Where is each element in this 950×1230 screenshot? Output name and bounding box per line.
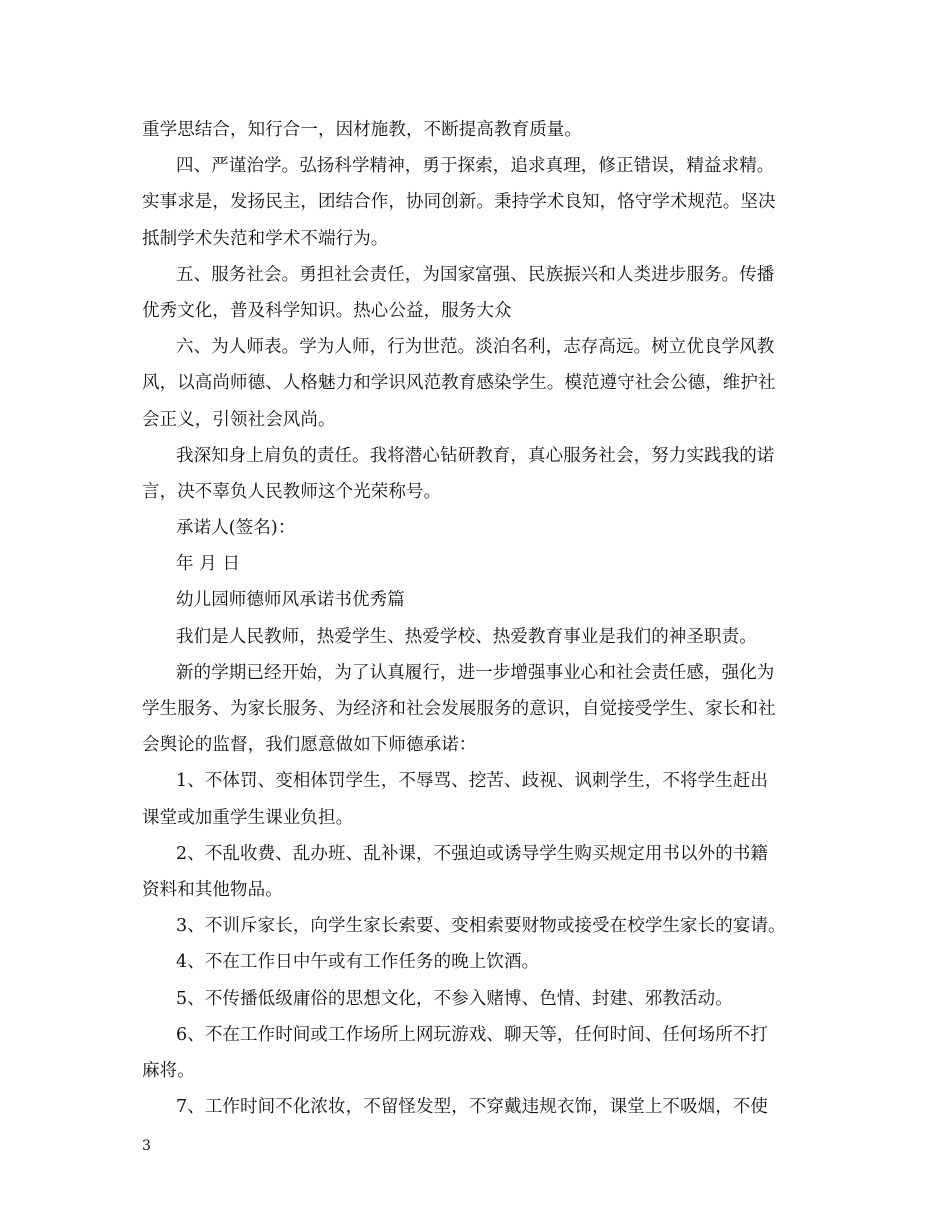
text-line: 优秀文化，普及科学知识。热心公益，服务大众 bbox=[142, 300, 512, 321]
text-line: 风，以高尚师德、人格魅力和学识风范教育感染学生。模范遵守社会公德，维护社 bbox=[142, 373, 776, 394]
text-line: 课堂或加重学生课业负担。 bbox=[142, 807, 354, 828]
text-line: 言，决不辜负人民教师这个光荣称号。 bbox=[142, 481, 442, 502]
text-line: 会舆论的监督，我们愿意做如下师德承诺： bbox=[142, 735, 477, 756]
text-line: 1、不体罚、变相体罚学生，不辱骂、挖苦、歧视、讽刺学生，不将学生赶出 bbox=[176, 771, 769, 792]
text-line: 五、服务社会。勇担社会责任，为国家富强、民族振兴和人类进步服务。传播 bbox=[176, 264, 775, 285]
text-line: 7、工作时间不化浓妆，不留怪发型，不穿戴违规衣饰，课堂上不吸烟，不使 bbox=[176, 1097, 769, 1118]
text-line: 实事求是，发扬民主，团结合作，协同创新。秉持学术良知，恪守学术规范。坚决 bbox=[142, 192, 776, 213]
text-line: 麻将。 bbox=[142, 1060, 195, 1081]
text-line: 会正义，引领社会风尚。 bbox=[142, 409, 336, 430]
text-line: 4、不在工作日中午或有工作任务的晚上饮酒。 bbox=[176, 952, 540, 973]
text-line: 年 月 日 bbox=[176, 554, 241, 575]
page-number: 3 bbox=[142, 1138, 151, 1154]
text-line: 6、不在工作时间或工作场所上网玩游戏、聊天等，任何时间、任何场所不打 bbox=[176, 1024, 769, 1045]
text-line: 幼儿园师德师风承诺书优秀篇 bbox=[176, 590, 405, 611]
text-line: 我们是人民教师，热爱学生、热爱学校、热爱教育事业是我们的神圣职责。 bbox=[176, 626, 757, 647]
text-line: 重学思结合，知行合一，因材施教，不断提高教育质量。 bbox=[142, 120, 582, 140]
text-line: 3、不训斥家长，向学生家长索要、变相索要财物或接受在校学生家长的宴请。 bbox=[176, 916, 786, 937]
text-line: 资料和其他物品。 bbox=[142, 879, 283, 900]
text-line: 学生服务、为家长服务、为经济和社会发展服务的意识，自觉接受学生、家长和社 bbox=[142, 699, 776, 719]
text-line: 承诺人(签名)： bbox=[176, 518, 296, 539]
document-body bbox=[142, 112, 817, 1125]
text-line: 我深知身上肩负的责任。我将潜心钻研教育，真心服务社会，努力实践我的诺 bbox=[176, 445, 775, 466]
text-line: 新的学期已经开始，为了认真履行，进一步增强事业心和社会责任感，强化为 bbox=[176, 662, 775, 683]
text-line: 四、严谨治学。弘扬科学精神，勇于探索，追求真理，修正错误，精益求精。 bbox=[176, 156, 775, 177]
text-line: 六、为人师表。学为人师，行为世范。淡泊名利，志存高远。树立优良学风教 bbox=[176, 337, 775, 358]
text-line: 5、不传播低级庸俗的思想文化，不参入赌博、色情、封建、邪教活动。 bbox=[176, 988, 733, 1009]
text-line: 抵制学术失范和学术不端行为。 bbox=[142, 228, 389, 249]
text-line: 2、不乱收费、乱办班、乱补课，不强迫或诱导学生购买规定用书以外的书籍 bbox=[176, 843, 769, 864]
